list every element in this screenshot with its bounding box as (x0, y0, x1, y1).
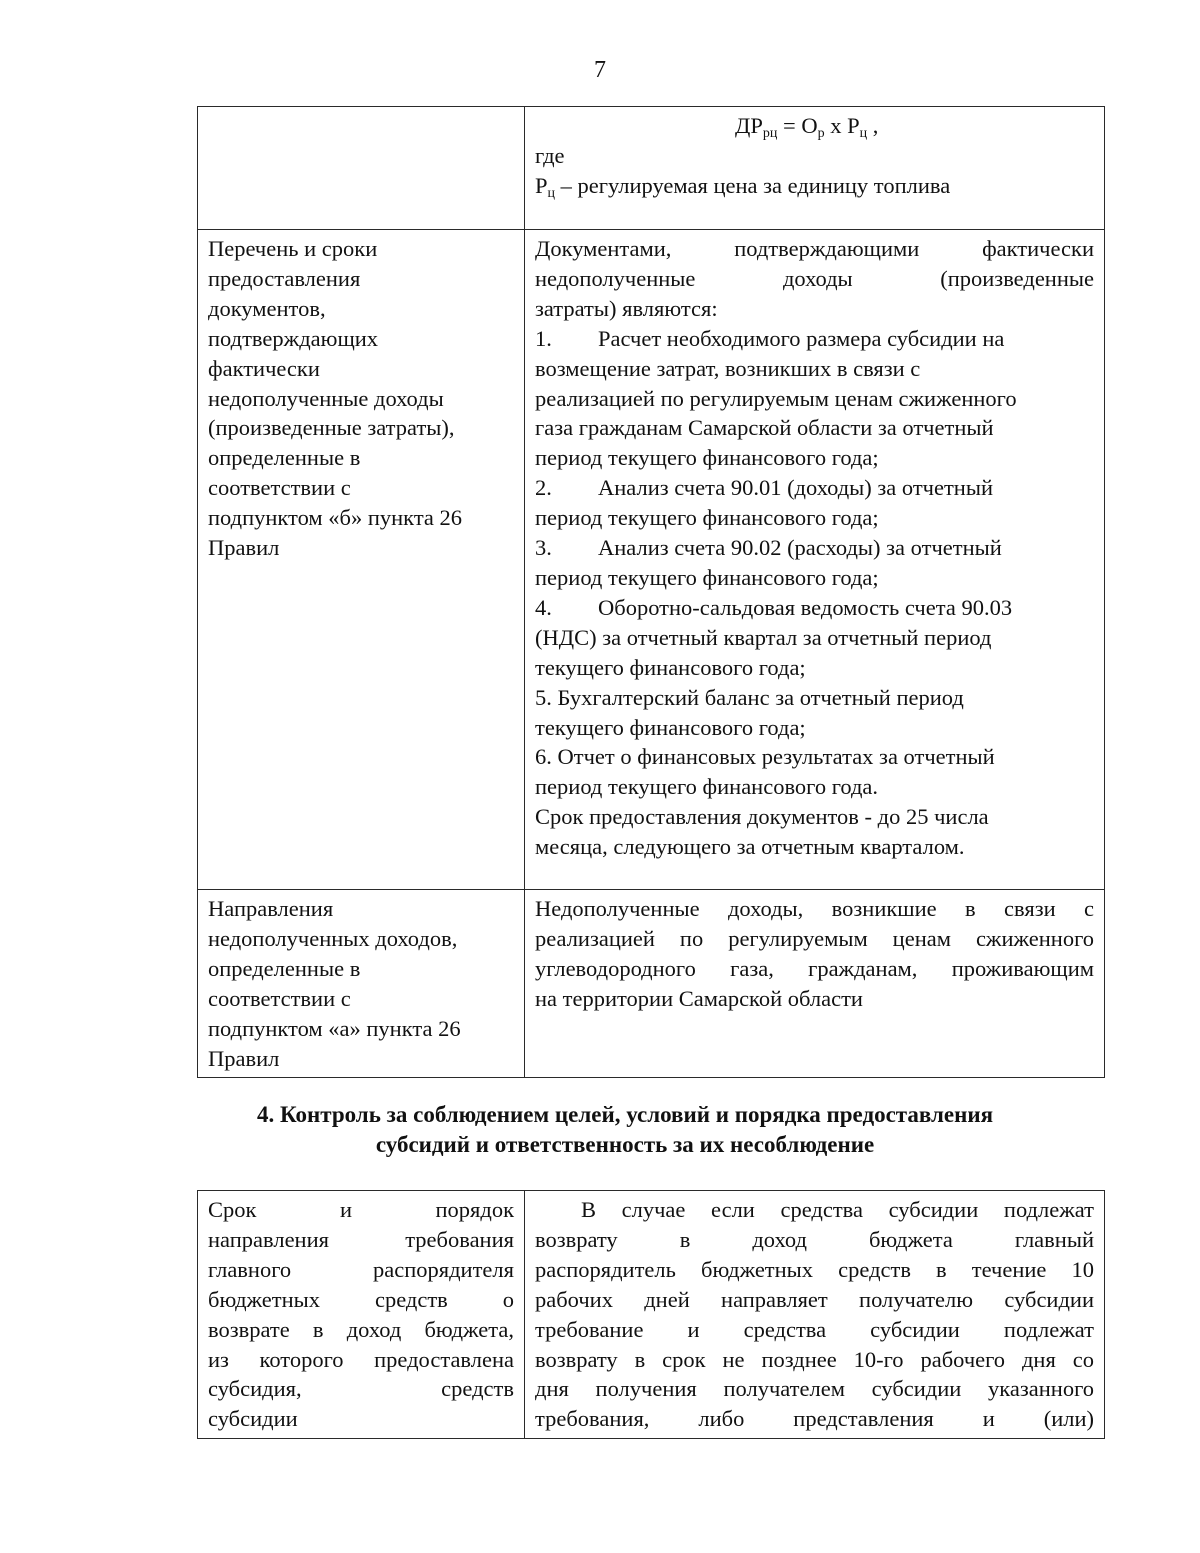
control-table (197, 1190, 1105, 1439)
text-line: определенные в (208, 445, 361, 471)
text-line: затраты) являются: (535, 295, 718, 321)
text-line: субсидии (208, 1406, 298, 1432)
text-line: фактически (208, 355, 320, 381)
text-line: субсидия, средств (208, 1376, 514, 1402)
text-line: Правил (208, 535, 280, 561)
table-row (198, 890, 1105, 1078)
text-line: месяца, следующего за отчетным кварталом. (535, 834, 965, 860)
section-4-heading (150, 1100, 1100, 1160)
text-line: (произведенные затраты), (208, 415, 455, 441)
text-line: требование и средства субсидии подлежат (535, 1316, 1094, 1342)
text-line: главного распорядителя (208, 1256, 514, 1282)
text-line: возмещение затрат, возникших в связи с (535, 355, 921, 381)
text-line: Правил (208, 1045, 280, 1071)
text-line: Анализ счета 90.02 (расходы) за отчетный (598, 535, 1002, 561)
text-line: (НДС) за отчетный квартал за отчетный период (535, 624, 992, 650)
document-item-3 (535, 533, 1094, 593)
text-line: Недополученные доходы, возникшие в связи с (535, 896, 1094, 921)
item-number: 1. (535, 325, 552, 351)
text-line: требования, либо представления и (или) (535, 1406, 1094, 1432)
page-number: 7 (594, 57, 606, 83)
text-line: определенные в (208, 955, 361, 981)
document-item-1 (535, 324, 1094, 474)
table-row (198, 107, 1105, 230)
text-line: из которого предоставлена (208, 1346, 514, 1372)
text-line: подпунктом «б» пункта 26 (208, 505, 463, 531)
heading-line: 4. Контроль за соблюдением целей, условий и порядка предоставления (256, 1102, 994, 1127)
text-line: подтверждающих (208, 325, 379, 351)
text-line: период текущего финансового года; (535, 505, 879, 531)
text-line: газа гражданам Самарской области за отчетный (535, 415, 994, 441)
text-line: 5. Бухгалтерский баланс за отчетный период (535, 684, 964, 710)
heading-line: субсидий и ответственность за их несоблюдение (375, 1132, 875, 1157)
text-line: рабочих дней направляет получателю субсидии (535, 1286, 1094, 1312)
text-line: период текущего финансового года; (535, 564, 879, 590)
text-line: Направления (208, 896, 334, 921)
text-line: Анализ счета 90.01 (доходы) за отчетный (598, 475, 993, 501)
text-line: 6. Отчет о финансовых результатах за отчетный (535, 744, 995, 770)
text-line: на территории Самарской области (535, 985, 863, 1011)
text-line: текущего финансового года; (535, 654, 806, 680)
table-row (198, 1191, 1105, 1439)
text-line: соответствии с (208, 475, 351, 501)
item-number: 4. (535, 594, 552, 620)
subsidy-table (197, 106, 1105, 1078)
text-line: возврату в срок не позднее 10-го рабочего дня со (535, 1346, 1094, 1372)
text-line: недополученные доходы (208, 385, 444, 411)
formula-definition: $Р_ц$ – регулируемая цена за единицу топлива (535, 172, 951, 201)
text-line: Оборотно-сальдовая ведомость счета 90.03 (598, 594, 1013, 620)
text-line: Расчет необходимого размера субсидии на (598, 325, 1005, 351)
refund-text-cell (525, 1191, 1105, 1439)
text-line: реализацией по регулируемым ценам сжиженного (535, 925, 1094, 951)
text-line: подпунктом «а» пункта 26 (208, 1015, 461, 1041)
formula-cell (525, 107, 1105, 230)
text-line: углеводородного газа, гражданам, проживающим (535, 955, 1094, 981)
text-line: предоставления (208, 265, 361, 291)
text-line: Срок предоставления документов - до 25 числа (535, 804, 989, 830)
text-line: В случае если средства субсидии подлежат (581, 1197, 1094, 1222)
document-item-2 (535, 473, 1094, 533)
text-line: документов, (208, 295, 326, 321)
text-line: недополученных доходов, (208, 925, 458, 951)
text-line: Перечень и сроки (208, 236, 378, 261)
documents-intro (535, 234, 1094, 324)
text-line: реализацией по регулируемым ценам сжиженного (535, 385, 1017, 411)
text-line: бюджетных средств о (208, 1286, 514, 1312)
table-row (198, 230, 1105, 890)
item-number: 3. (535, 535, 552, 561)
table-cell-empty (198, 107, 525, 230)
text-line: период текущего финансового года; (535, 445, 879, 471)
documents-list-cell (525, 230, 1105, 890)
directions-cell (525, 890, 1105, 1078)
row-label-documents (198, 230, 525, 890)
text-line: возврате в доход бюджета, (208, 1316, 514, 1342)
text-line: текущего финансового года; (535, 714, 806, 740)
text-line: возврату в доход бюджета главный (535, 1226, 1094, 1252)
text-line: распорядитель бюджетных средств в течение 10 (535, 1256, 1094, 1282)
text-line: Документами, подтверждающими фактически (535, 236, 1094, 261)
text-line: дня получения получателем субсидии указанного (535, 1376, 1094, 1402)
row-label-directions (198, 890, 525, 1078)
text-line: недополученные доходы (произведенные (535, 265, 1094, 291)
item-number: 2. (535, 475, 552, 501)
document-item-4 (535, 593, 1094, 683)
text-line: период текущего финансового года. (535, 774, 879, 800)
formula: $ДР_{рц} = О_р$ х $Р_ц$ , (735, 113, 879, 141)
row-label-refund (198, 1191, 525, 1439)
formula-where: где (535, 142, 565, 168)
text-line: соответствии с (208, 985, 351, 1011)
text-line: направления требования (208, 1226, 514, 1252)
text-line: Срок и порядок (208, 1197, 514, 1222)
